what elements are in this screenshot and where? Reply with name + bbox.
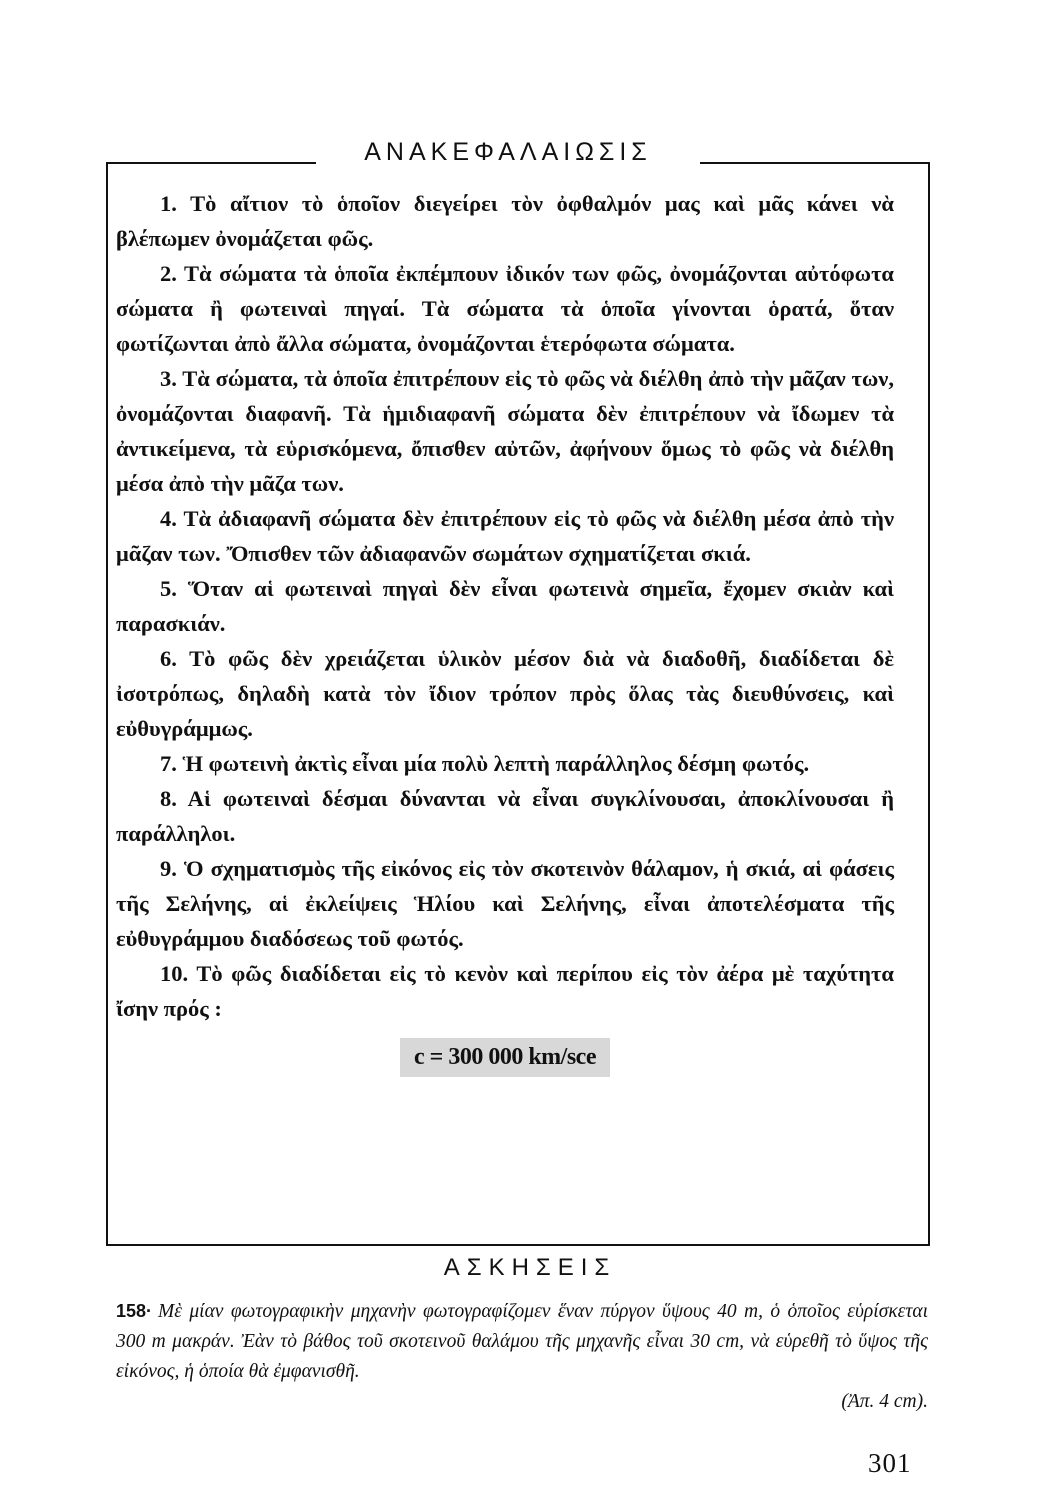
summary-item-4: 4. Τὰ ἀδιαφανῆ σώματα δὲν ἐπιτρέπουν εἰς τὸ φῶς νὰ διέλθη μέσα ἀπὸ τὴν μᾶζαν των. Ὄπισθεν τῶν ἀδιαφανῶν σωμάτων σχηματίζεται σκιά. (116, 506, 894, 566)
summary-item-9: 9. Ὁ σχηματισμὸς τῆς εἰκόνος εἰς τὸν σκοτεινὸν θάλαμον, ἡ σκιά, αἱ φάσεις τῆς Σελήνης, αἱ ἐκλείψεις Ἡλίου καὶ Σελήνης, εἶναι ἀποτελέσματα τῆς εὐθυγράμμου διαδόσεως τοῦ φωτός. (116, 856, 894, 951)
summary-content (116, 186, 894, 1077)
page-number: 301 (868, 1448, 912, 1478)
summary-item-2: 2. Τὰ σώματα τὰ ὁποῖα ἐκπέμπουν ἰδικόν των φῶς, ὀνομάζονται αὐτόφωτα σώματα ἢ φωτειναὶ πηγαί. Τὰ σώματα τὰ ὁποῖα γίνονται ὁρατά, ὅταν φωτίζωνται ἀπὸ ἄλλα σώματα, ὀνομάζονται ἑτερόφωτα σώματα. (116, 261, 894, 356)
formula-row (116, 1038, 894, 1077)
summary-item-1: 1. Τὸ αἴτιον τὸ ὁποῖον διεγείρει τὸν ὀφθαλμόν μας καὶ μᾶς κάνει νὰ βλέπωμεν ὀνομάζεται φῶς. (116, 191, 894, 251)
summary-item-10: 10. Τὸ φῶς διαδίδεται εἰς τὸ κενὸν καὶ περίπου εἰς τὸν ἀέρα μὲ ταχύτητα ἴσην πρός : (116, 961, 894, 1021)
summary-item-7: 7. Ἡ φωτεινὴ ἀκτὶς εἶναι μία πολὺ λεπτὴ παράλληλος δέσμη φωτός. (160, 751, 810, 776)
summary-title: ΑΝΑΚΕΦΑΛΑΙΩΣΙΣ (364, 138, 652, 166)
summary-item-6: 6. Τὸ φῶς δὲν χρειάζεται ὑλικὸν μέσον διὰ νὰ διαδοθῆ, διαδίδεται δὲ ἰσοτρόπως, δηλαδὴ κατὰ τὸν ἴδιον τρόπον πρὸς ὅλας τὰς διευθύνσεις, καὶ εὐθυγράμμως. (116, 646, 894, 741)
exercise-answer: (Ἀπ. 4 cm). (841, 1391, 928, 1412)
exercises-title: ΑΣΚΗΣΕΙΣ (443, 1254, 617, 1281)
exercise-number: 158· (116, 1301, 153, 1321)
summary-item-5: 5. Ὅταν αἱ φωτειναὶ πηγαὶ δὲν εἶναι φωτεινὰ σημεῖα, ἔχομεν σκιὰν καὶ παρασκιάν. (116, 576, 894, 636)
speed-of-light-formula: c = 300 000 km/sce (400, 1038, 610, 1077)
exercise-text: Μὲ μίαν φωτογραφικὴν μηχανὴν φωτογραφίζομεν ἕναν πύργον ὕψους 40 m, ὁ ὁποῖος εὑρίσκεται 300 m μακράν. Ἐὰν τὸ βάθος τοῦ σκοτεινοῦ θαλάμου τῆς μηχανῆς εἶναι 30 cm, νὰ εὑρεθῆ τὸ ὕψος τῆς εἰκόνος, ἡ ὁποία θὰ ἐμφανισθῆ. (116, 1301, 928, 1382)
exercise-158 (116, 1296, 928, 1417)
summary-item-3: 3. Τὰ σώματα, τὰ ὁποῖα ἐπιτρέπουν εἰς τὸ φῶς νὰ διέλθη ἀπὸ τὴν μᾶζαν των, ὀνομάζονται διαφανῆ. Τὰ ἡμιδιαφανῆ σώματα δὲν ἐπιτρέπουν νὰ ἴδωμεν τὰ ἀντικείμενα, τὰ εὑρισκόμενα, ὄπισθεν αὐτῶν, ἀφήνουν ὅμως τὸ φῶς νὰ διέλθη μέσα ἀπὸ τὴν μᾶζα των. (116, 366, 894, 496)
summary-item-8: 8. Αἱ φωτειναὶ δέσμαι δύνανται νὰ εἶναι συγκλίνουσαι, ἀποκλίνουσαι ἢ παράλληλοι. (116, 786, 894, 846)
